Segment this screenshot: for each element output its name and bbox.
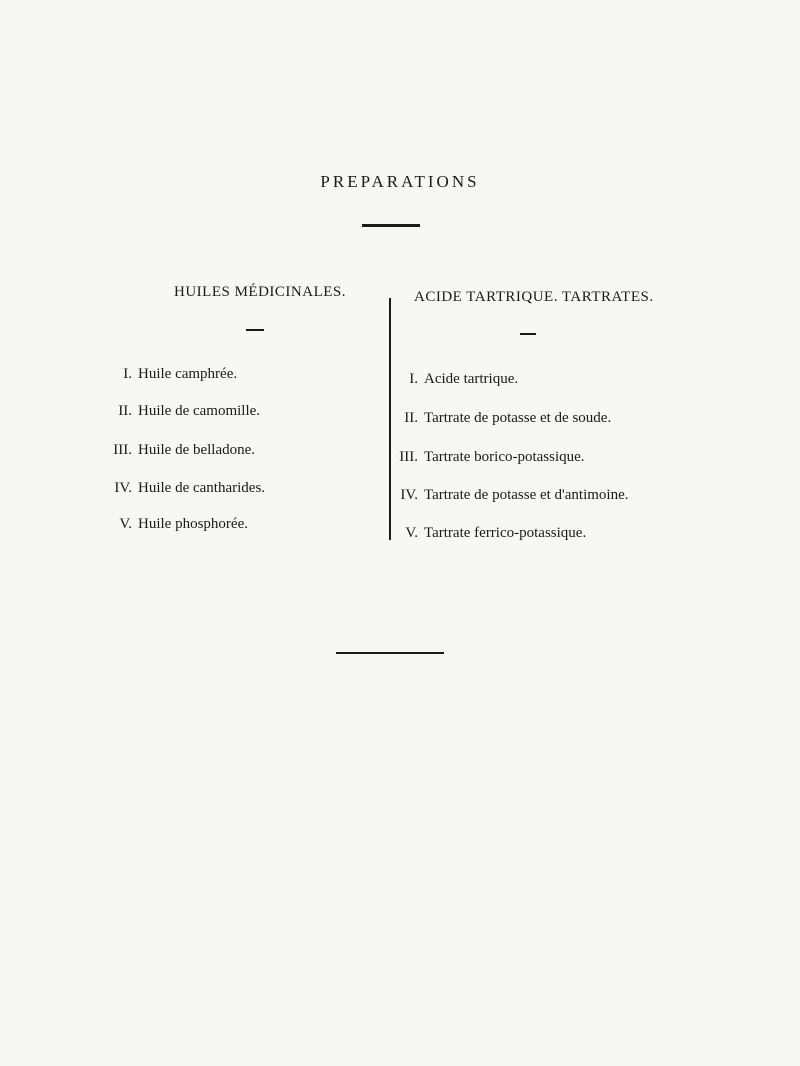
item-text: Tartrate borico-potassique. bbox=[424, 449, 585, 465]
right-list-item bbox=[394, 449, 585, 466]
closing-rule bbox=[336, 652, 444, 654]
item-text: Acide tartrique. bbox=[424, 371, 519, 387]
page-title: PREPARATIONS bbox=[320, 172, 480, 191]
right-list-item bbox=[394, 525, 586, 542]
item-number: II. bbox=[404, 410, 418, 426]
item-number: IV. bbox=[400, 487, 418, 503]
right-list-item bbox=[394, 487, 629, 504]
item-number: V. bbox=[405, 525, 418, 541]
item-text: Huile de belladone. bbox=[138, 442, 256, 458]
item-number: I. bbox=[409, 371, 418, 387]
item-number: I. bbox=[123, 366, 132, 382]
item-text: Huile de camomille. bbox=[138, 403, 261, 419]
item-number: II. bbox=[118, 403, 132, 419]
left-list-item bbox=[108, 442, 255, 459]
item-text: Tartrate de potasse et d'antimoine. bbox=[424, 487, 629, 503]
left-column-heading: HUILES MÉDICINALES. bbox=[174, 284, 346, 300]
item-text: Tartrate ferrico-potassique. bbox=[424, 525, 587, 541]
right-list-item bbox=[394, 410, 611, 427]
item-number: IV. bbox=[114, 480, 132, 496]
title-rule bbox=[362, 224, 420, 227]
column-divider bbox=[389, 298, 391, 540]
left-list-item bbox=[108, 366, 237, 383]
left-column-dash bbox=[246, 329, 264, 331]
right-list-item bbox=[394, 371, 518, 388]
item-text: Huile camphrée. bbox=[138, 366, 238, 382]
item-number: III. bbox=[399, 449, 418, 465]
left-list-item bbox=[108, 403, 260, 420]
left-list-item bbox=[108, 516, 248, 533]
item-text: Huile de cantharides. bbox=[138, 480, 266, 496]
item-text: Huile phosphorée. bbox=[138, 516, 248, 532]
right-column-dash bbox=[520, 333, 536, 335]
right-column-heading: ACIDE TARTRIQUE. TARTRATES. bbox=[414, 289, 654, 305]
item-number: V. bbox=[119, 516, 132, 532]
left-list-item bbox=[108, 480, 265, 497]
item-text: Tartrate de potasse et de soude. bbox=[424, 410, 612, 426]
item-number: III. bbox=[113, 442, 132, 458]
